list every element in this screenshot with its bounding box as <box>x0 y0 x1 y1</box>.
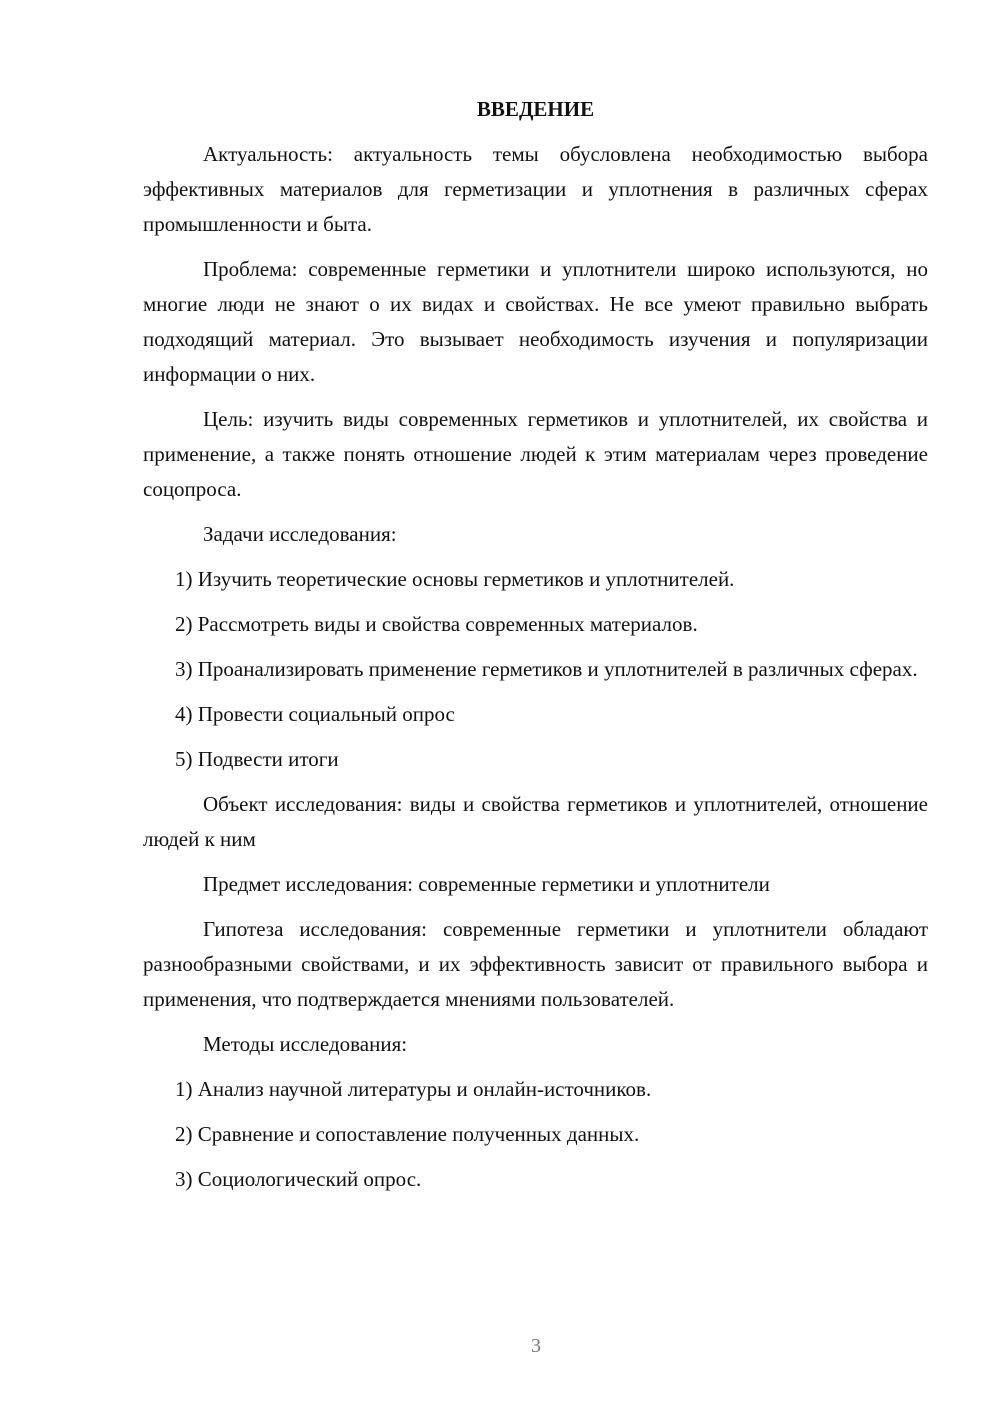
method-item-3: 3) Социологический опрос. <box>175 1167 422 1191</box>
task-item-1: 1) Изучить теоретические основы герметиков и уплотнителей. <box>175 567 735 591</box>
task-item-2: 2) Рассмотреть виды и свойства современных материалов. <box>175 612 698 636</box>
goal-paragraph: Цель: изучить виды современных герметиков и уплотнителей, их свойства и применение, а также понять отношение людей к этим материалам через проведение соцопроса. <box>143 407 928 501</box>
subject-paragraph: Предмет исследования: современные герметики и уплотнители <box>203 872 770 896</box>
task-item-3: 3) Проанализировать применение герметиков и уплотнителей в различных сферах. <box>175 657 918 681</box>
relevance-paragraph: Актуальность: актуальность темы обусловлена необходимостью выбора эффективных материалов для герметизации и уплотнения в различных сферах промышленности и быта. <box>143 142 928 236</box>
page-number: 3 <box>531 1335 541 1357</box>
hypothesis-paragraph: Гипотеза исследования: современные герметики и уплотнители обладают разнообразными свойствами, и их эффективность зависит от правильного выбора и применения, что подтверждается мнениями пользователей. <box>143 917 928 1011</box>
page-content <box>143 92 928 1207</box>
section-title: ВВЕДЕНИЕ <box>476 97 595 121</box>
method-item-2: 2) Сравнение и сопоставление полученных данных. <box>175 1122 640 1146</box>
object-paragraph: Объект исследования: виды и свойства герметиков и уплотнителей, отношение людей к ним <box>143 792 928 851</box>
tasks-heading: Задачи исследования: <box>203 522 397 546</box>
task-item-5: 5) Подвести итоги <box>175 747 339 771</box>
problem-paragraph: Проблема: современные герметики и уплотнители широко используются, но многие люди не знают о их видах и свойствах. Не все умеют правильно выбрать подходящий материал. Это вызывает необходимость изучения и популяризации информации о них. <box>143 257 928 386</box>
task-item-4: 4) Провести социальный опрос <box>175 702 455 726</box>
methods-heading: Методы исследования: <box>203 1032 408 1056</box>
method-item-1: 1) Анализ научной литературы и онлайн-источников. <box>175 1077 652 1101</box>
